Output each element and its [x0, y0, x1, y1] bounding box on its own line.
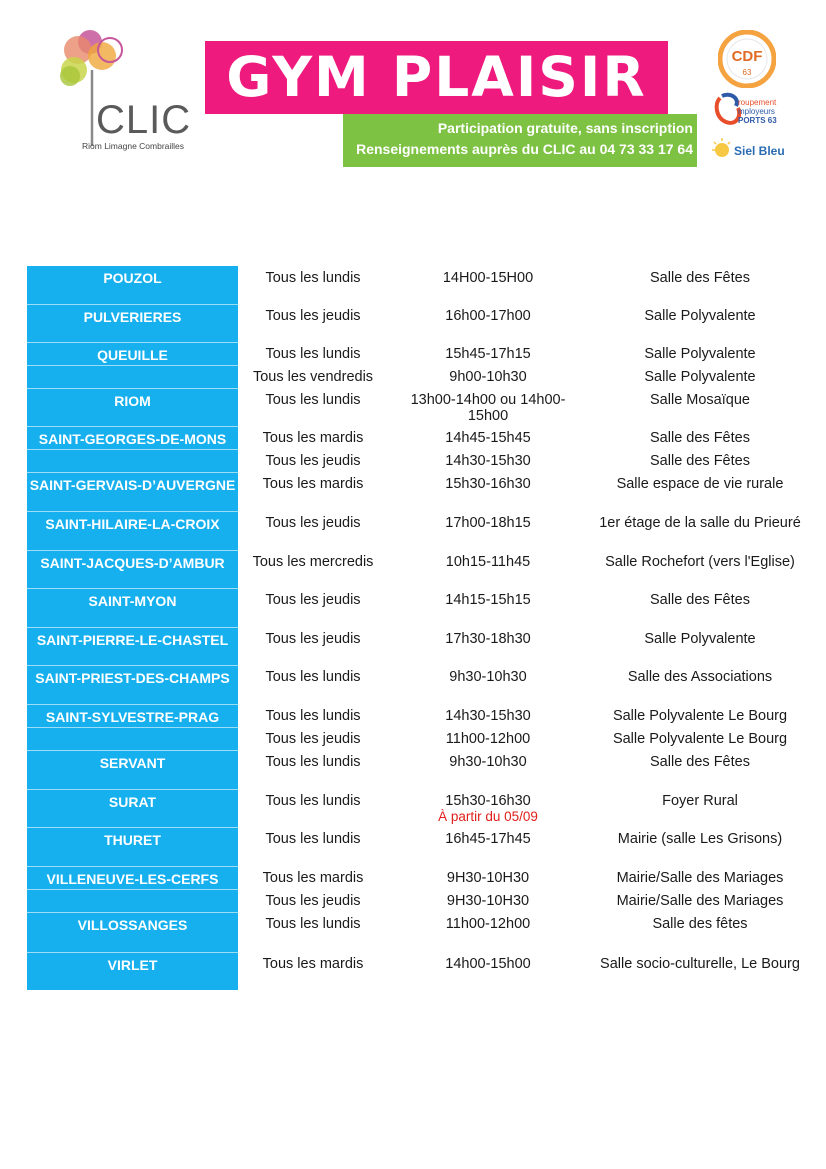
place-cell: Salle Polyvalente: [644, 369, 756, 385]
hours-value: 10h15-11h45: [445, 554, 531, 570]
hours-value: 17h00-18h15: [445, 515, 531, 531]
hours-value: 17h30-18h30: [445, 631, 531, 647]
hours-cell: [393, 554, 583, 570]
place-cell: Mairie (salle Les Grisons): [617, 831, 783, 847]
table-row: [27, 472, 817, 511]
table-row: [27, 365, 817, 388]
town-cell: [27, 727, 238, 750]
hours-cell: [393, 392, 583, 424]
hours-value: 15h30-16h30: [445, 793, 531, 809]
table-row: [27, 342, 817, 365]
town-cell: SAINT-JACQUES-D’AMBUR: [27, 550, 238, 588]
info-line-2: Renseignements auprès du CLIC au 04 73 33 17 64: [356, 141, 693, 157]
table-row: [27, 866, 817, 889]
hours-value: 9h00-10h30: [449, 369, 527, 385]
table-row: [27, 388, 817, 426]
town-cell: SAINT-PRIEST-DES-CHAMPS: [27, 665, 238, 704]
siel-bleu-icon: [712, 132, 792, 164]
town-cell: SAINT-HILAIRE-LA-CROIX: [27, 511, 238, 550]
hours-value: 9H30-10H30: [446, 893, 530, 909]
day-cell: Tous les jeudis: [265, 592, 361, 608]
svg-text:PORTS 63: PORTS 63: [738, 116, 777, 125]
hours-value: 14h30-15h30: [445, 453, 531, 469]
hours-cell: [393, 669, 583, 685]
groupement-employeurs-sports-63-icon: [712, 92, 792, 128]
place-cell: Salle des Fêtes: [650, 270, 750, 286]
day-cell: Tous les mardis: [262, 956, 364, 972]
hours-value: 13h00-14h00 ou 14h00-15h00: [410, 392, 566, 424]
hours-value: 16h45-17h45: [445, 831, 531, 847]
clic-subtitle: Riom Limagne Combrailles: [82, 141, 185, 151]
day-cell: Tous les lundis: [265, 831, 361, 847]
day-cell: Tous les jeudis: [265, 515, 361, 531]
table-row: [27, 912, 817, 952]
hours-value: 14h15-15h15: [445, 592, 531, 608]
table-row: [27, 750, 817, 789]
hours-value: 9h30-10h30: [449, 669, 527, 685]
day-cell: Tous les jeudis: [265, 308, 361, 324]
place-cell: Salle des Fêtes: [650, 754, 750, 770]
info-line-1: Participation gratuite, sans inscription: [437, 120, 693, 136]
table-row: [27, 727, 817, 750]
hours-cell: [393, 793, 583, 825]
town-cell: SERVANT: [27, 750, 238, 789]
place-cell: Salle socio-culturelle, Le Bourg: [600, 956, 800, 972]
day-cell: Tous les lundis: [265, 392, 361, 408]
town-cell: VILLOSSANGES: [27, 912, 238, 952]
hours-cell: [393, 956, 583, 972]
place-cell: Salle Rochefort (vers l'Eglise): [605, 554, 795, 570]
town-cell: SAINT-GEORGES-DE-MONS: [27, 426, 238, 449]
town-cell: SAINT-SYLVESTRE-PRAG: [27, 704, 238, 727]
town-cell: VIRLET: [27, 952, 238, 990]
place-cell: Salle Polyvalente: [644, 631, 756, 647]
clic-name: CLIC: [96, 98, 192, 142]
hours-cell: [393, 369, 583, 385]
table-row: [27, 704, 817, 727]
table-row: [27, 449, 817, 472]
cdf-63-seal-icon: [718, 30, 776, 88]
table-row: [27, 266, 817, 304]
hours-cell: [393, 708, 583, 724]
hours-value: 14h30-15h30: [445, 708, 531, 724]
town-cell: THURET: [27, 827, 238, 866]
day-cell: Tous les vendredis: [252, 369, 374, 385]
place-cell: Mairie/Salle des Mariages: [616, 870, 784, 886]
day-cell: Tous les mardis: [262, 430, 364, 446]
hours-cell: [393, 476, 583, 492]
hours-value: 15h30-16h30: [445, 476, 531, 492]
town-cell: SAINT-GERVAIS-D’AUVERGNE: [27, 472, 238, 511]
table-row: [27, 511, 817, 550]
hours-cell: [393, 831, 583, 847]
place-cell: Salle des Fêtes: [650, 453, 750, 469]
day-cell: Tous les lundis: [265, 754, 361, 770]
place-cell: Salle des Fêtes: [650, 430, 750, 446]
hours-cell: [393, 430, 583, 446]
town-cell: SURAT: [27, 789, 238, 827]
hours-value: 9h30-10h30: [449, 754, 527, 770]
place-cell: 1er étage de la salle du Prieuré: [599, 515, 801, 531]
day-cell: Tous les mardis: [262, 870, 364, 886]
hours-cell: [393, 346, 583, 362]
town-cell: QUEUILLE: [27, 342, 238, 365]
table-row: [27, 304, 817, 342]
hours-cell: [393, 592, 583, 608]
day-cell: Tous les jeudis: [265, 631, 361, 647]
place-cell: Salle Polyvalente Le Bourg: [612, 731, 788, 747]
place-cell: Salle Mosaïque: [650, 392, 750, 408]
day-cell: Tous les jeudis: [265, 731, 361, 747]
hours-cell: [393, 731, 583, 747]
table-row: [27, 789, 817, 827]
hours-cell: [393, 916, 583, 932]
place-cell: Salle des Associations: [627, 669, 773, 685]
day-cell: Tous les lundis: [265, 793, 361, 809]
place-cell: Foyer Rural: [662, 793, 738, 809]
hours-value: 14h00-15h00: [445, 956, 531, 972]
hours-cell: [393, 308, 583, 324]
table-row: [27, 588, 817, 627]
hours-note: À partir du 05/09: [438, 809, 538, 824]
town-cell: PULVERIERES: [27, 304, 238, 342]
table-row: [27, 952, 817, 990]
place-cell: Salle Polyvalente: [644, 346, 756, 362]
place-cell: Salle des fêtes: [652, 916, 748, 932]
town-cell: POUZOL: [27, 266, 238, 304]
town-cell: [27, 449, 238, 472]
day-cell: Tous les jeudis: [265, 893, 361, 909]
table-row: [27, 550, 817, 588]
clic-logo: [52, 28, 202, 153]
day-cell: Tous les lundis: [265, 916, 361, 932]
town-cell: SAINT-MYON: [27, 588, 238, 627]
hours-value: 14h45-15h45: [445, 430, 531, 446]
table-row: [27, 627, 817, 665]
day-cell: Tous les lundis: [265, 708, 361, 724]
svg-text:mployeurs: mployeurs: [738, 107, 775, 116]
table-row: [27, 827, 817, 866]
cdf-label: CDF: [731, 48, 763, 65]
day-cell: Tous les lundis: [265, 669, 361, 685]
svg-text:roupement: roupement: [738, 98, 777, 107]
place-cell: Mairie/Salle des Mariages: [616, 893, 784, 909]
hours-value: 15h45-17h15: [445, 346, 531, 362]
place-cell: Salle des Fêtes: [650, 592, 750, 608]
hours-cell: [393, 515, 583, 531]
partner-logos: [708, 28, 798, 168]
day-cell: Tous les lundis: [265, 270, 361, 286]
hours-cell: [393, 754, 583, 770]
table-row: [27, 665, 817, 704]
day-cell: Tous les lundis: [265, 346, 361, 362]
day-cell: Tous les mercredis: [252, 554, 374, 570]
town-cell: [27, 365, 238, 388]
page-title: GYM PLAISIR: [205, 41, 668, 114]
hours-value: 14H00-15H00: [442, 270, 534, 286]
day-cell: Tous les jeudis: [265, 453, 361, 469]
day-cell: Tous les mardis: [262, 476, 364, 492]
hours-cell: [393, 893, 583, 909]
hours-value: 16h00-17h00: [445, 308, 531, 324]
info-box: [343, 114, 697, 167]
hours-cell: [393, 453, 583, 469]
table-row: [27, 889, 817, 912]
place-cell: Salle espace de vie rurale: [616, 476, 784, 492]
place-cell: Salle Polyvalente: [644, 308, 756, 324]
hours-cell: [393, 870, 583, 886]
town-cell: VILLENEUVE-LES-CERFS: [27, 866, 238, 889]
town-cell: [27, 889, 238, 912]
hours-cell: [393, 270, 583, 286]
hours-value: 9H30-10H30: [446, 870, 530, 886]
town-cell: RIOM: [27, 388, 238, 426]
siel-bleu-label: Siel Bleu: [734, 144, 785, 158]
place-cell: Salle Polyvalente Le Bourg: [612, 708, 788, 724]
town-cell: SAINT-PIERRE-LE-CHASTEL: [27, 627, 238, 665]
hours-value: 11h00-12h00: [445, 731, 531, 747]
schedule-table: [27, 266, 817, 990]
hours-cell: [393, 631, 583, 647]
hours-value: 11h00-12h00: [445, 916, 531, 932]
cdf-sub: 63: [742, 68, 752, 77]
table-row: [27, 426, 817, 449]
